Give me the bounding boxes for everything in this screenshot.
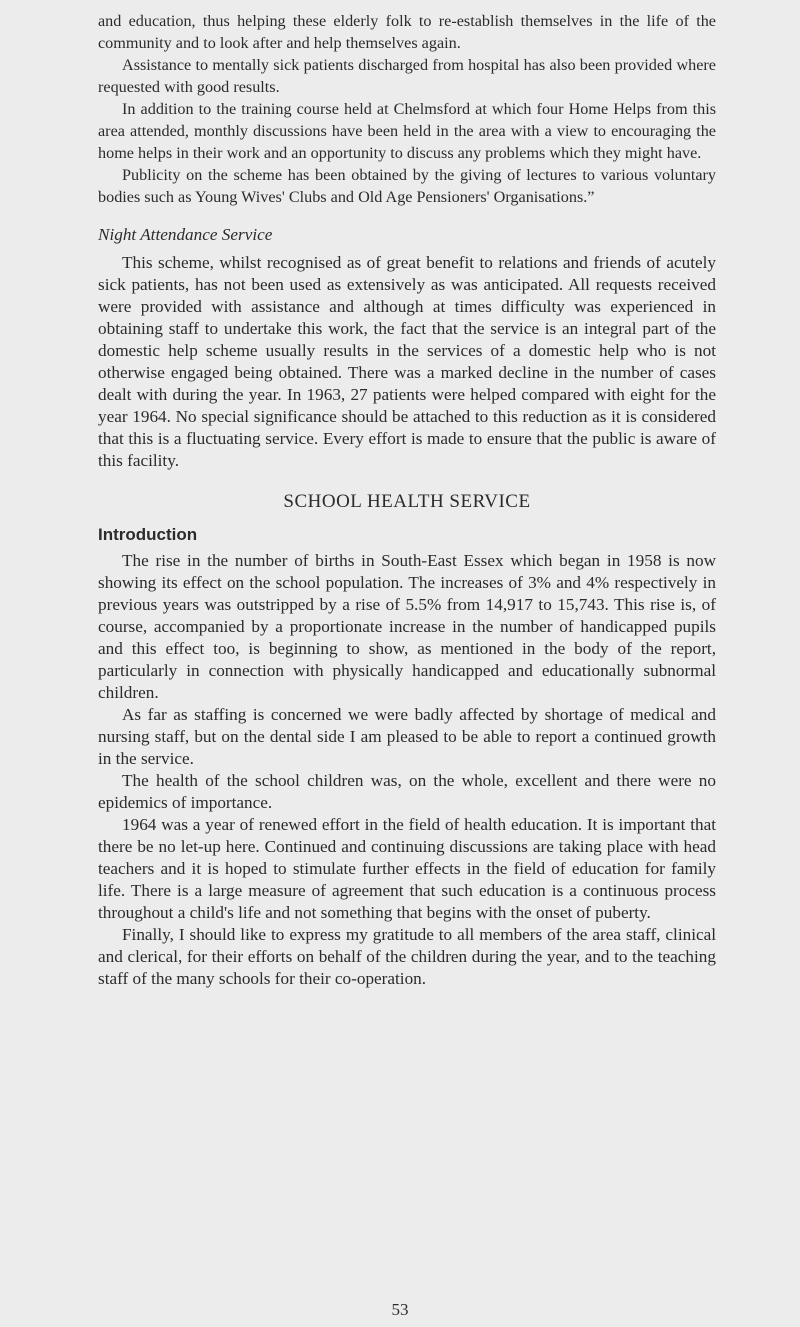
- paragraph-birth-rise: The rise in the number of births in South-East Essex which began in 1958 is now showing its effect on the school population. The increases of 3% and 4% respectively in previous years was outstripped by a rise of 5.5% from 14,917 to 15,743. This rise is, of course, accompanied by a proportionate increase in the number of handicapped pupils and this effect too, is beginning to show, as mentioned in the body of the report, particularly in connection with physically handicapped and educationally subnormal children.: [98, 551, 716, 702]
- paragraph-mentally-sick-assistance: Assistance to mentally sick patients discharged from hospital has also been provided where requested with good results.: [98, 56, 716, 96]
- night-attendance-heading: Night Attendance Service: [98, 225, 273, 244]
- paragraph-health-education: 1964 was a year of renewed effort in the field of health education. It is important that there be no let-up here. Continued and continuing discussions are taking place with head teachers and it is hoped to stimulate further effects in the field of education for family life. There is a large measure of agreement that such education is a continuous process throughout a child's life and not something that begins with the onset of puberty.: [98, 815, 716, 922]
- paragraph-health-of-children: The health of the school children was, on the whole, excellent and there were no epidemics of importance.: [98, 771, 716, 812]
- school-health-service-title: SCHOOL HEALTH SERVICE: [283, 491, 531, 512]
- page-number: 53: [391, 1300, 409, 1319]
- introduction-heading: Introduction: [98, 525, 198, 544]
- paragraph-staffing: As far as staffing is concerned we were badly affected by shortage of medical and nursing staff, but on the dental side I am pleased to be able to report a continued growth in the service.: [98, 705, 716, 768]
- paragraph-home-help-continuation: and education, thus helping these elderly folk to re-establish themselves in the life of the community and to look after and help themselves again.: [98, 12, 716, 52]
- paragraph-gratitude: Finally, I should like to express my gratitude to all members of the area staff, clinical and clerical, for their efforts on behalf of the children during the year, and to the teaching staff of the many schools for their co-operation.: [98, 925, 716, 988]
- paragraph-training-course: In addition to the training course held at Chelmsford at which four Home Helps from this area attended, monthly discussions have been held in the area with a view to encouraging the home helps in their work and an opportunity to discuss any problems which they might have.: [98, 100, 716, 162]
- paragraph-night-attendance: This scheme, whilst recognised as of great benefit to relations and friends of acutely sick patients, has not been used as extensively as was anticipated. All requests received were provided with assistance and although at times difficulty was experienced in obtaining staff to undertake this work, the fact that the service is an integral part of the domestic help scheme usually results in the services of a domestic help who is not otherwise engaged being obtained. There was a marked decline in the number of cases dealt with during the year. In 1963, 27 patients were helped compared with eight for the year 1964. No special significance should be attached to this reduction as it is considered that this is a fluctuating service. Every effort is made to ensure that the public is aware of this facility.: [98, 253, 716, 470]
- paragraph-publicity: Publicity on the scheme has been obtained by the giving of lectures to various voluntary bodies such as Young Wives' Clubs and Old Age Pensioners' Organisations.”: [98, 166, 716, 206]
